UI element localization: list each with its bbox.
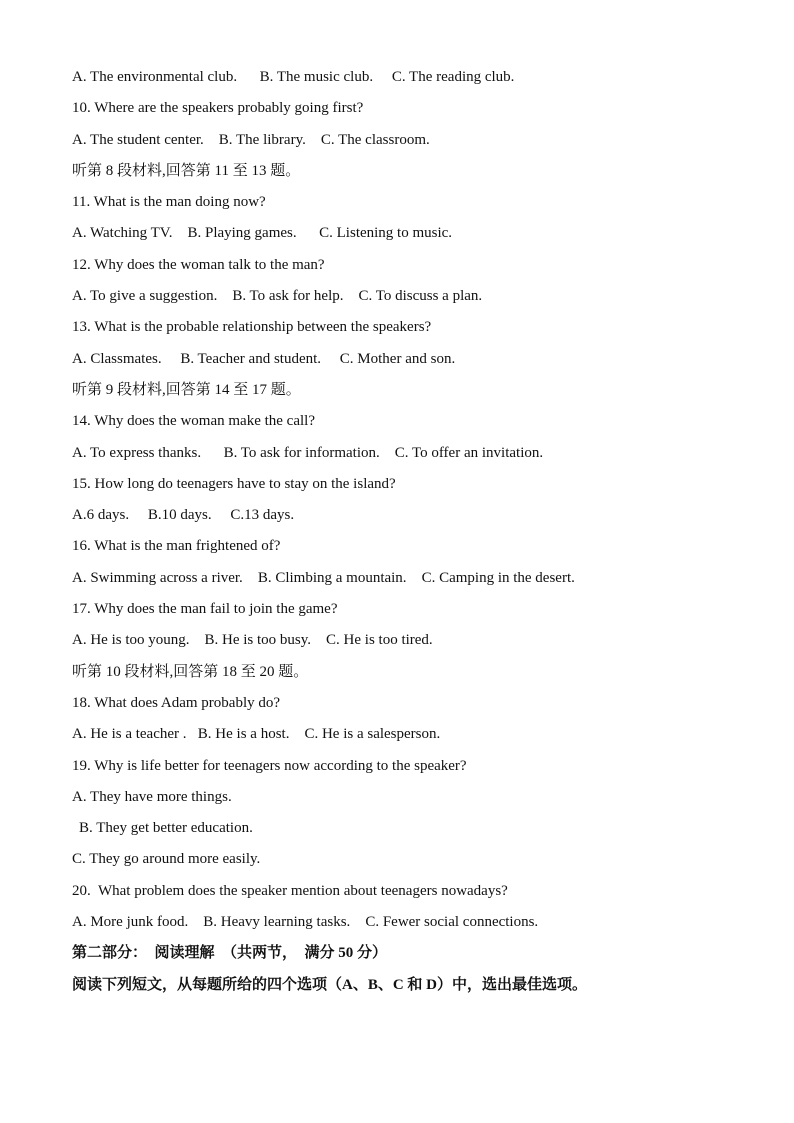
option-c: C. The reading club. (391, 69, 515, 85)
options-line (72, 348, 772, 379)
options-line (72, 567, 772, 598)
option-c: C. Mother and son. (339, 350, 456, 367)
exam-page (72, 66, 772, 1005)
question-line: 19. Why is life better for teenagers now according to the speaker? (72, 757, 467, 774)
question-line: 16. What is the man frightened of? (72, 538, 281, 555)
options-line (72, 629, 772, 660)
option-b: B. The music club. (259, 69, 374, 85)
options-line (72, 129, 772, 160)
option-c: C. To discuss a plan. (358, 288, 483, 305)
question-line: 10. Where are the speakers probably going first? (72, 100, 364, 117)
option-c: C. To offer an invitation. (394, 444, 544, 461)
option-c: C. He is a salesperson. (304, 726, 441, 743)
option-a: A. To express thanks. (72, 444, 202, 461)
question-line: 17. Why does the man fail to join the game? (72, 601, 338, 618)
option-b: B. To ask for information. (223, 444, 380, 461)
option-a: A.6 days. (72, 507, 130, 524)
option-b: B. Teacher and student. (180, 350, 322, 367)
option-b: B. Heavy learning tasks. (203, 914, 351, 931)
options-line (72, 723, 772, 754)
option-a: A. To give a suggestion. (72, 288, 218, 305)
option-a: A. Swimming across a river. (72, 569, 243, 586)
option-b: B. He is a host. (197, 726, 290, 743)
option-c: C. Camping in the desert. (421, 569, 575, 586)
option-line: B. They get better education. (79, 820, 253, 837)
question-line: 15. How long do teenagers have to stay on the island? (72, 475, 396, 492)
option-b: B. The library. (218, 131, 306, 148)
option-a: A. More junk food. (72, 914, 189, 931)
question-line: 11. What is the man doing now? (72, 194, 266, 211)
option-c: C. He is too tired. (326, 632, 433, 649)
option-b: B.10 days. (147, 507, 212, 524)
option-a: A. He is a teacher . (72, 726, 187, 743)
option-c: C. The classroom. (320, 131, 430, 148)
options-line (72, 66, 772, 97)
section-line: 听第 8 段材料,回答第 11 至 13 题。 (72, 162, 301, 179)
option-a: A. Classmates. (72, 350, 162, 367)
instructions-heading: 阅读下列短文，从每题所给的四个选项（A、B、C 和 D）中，选出最佳选项。 (72, 976, 588, 993)
options-line (72, 285, 772, 316)
option-b: B. Playing games. (187, 225, 297, 242)
section-line: 听第 9 段材料,回答第 14 至 17 题。 (72, 381, 301, 398)
options-line (72, 222, 772, 253)
option-c: C. Fewer social connections. (365, 914, 539, 931)
option-a: A. The student center. (72, 131, 204, 148)
section-line: 听第 10 段材料,回答第 18 至 20 题。 (72, 663, 309, 680)
option-c: C. Listening to music. (319, 225, 453, 242)
option-line: A. They have more things. (72, 788, 232, 805)
option-line: C. They go around more easily. (72, 851, 261, 868)
question-line: 20. What problem does the speaker mention about teenagers nowadays? (72, 882, 508, 899)
options-line (72, 442, 772, 473)
question-line: 18. What does Adam probably do? (72, 694, 281, 711)
options-line (72, 504, 772, 535)
question-line: 12. Why does the woman talk to the man? (72, 256, 325, 273)
option-b: B. He is too busy. (204, 632, 312, 649)
option-c: C.13 days. (230, 507, 295, 524)
part-heading: 第二部分： 阅读理解 （共两节， 满分 50 分） (72, 945, 388, 962)
option-a: A. Watching TV. (72, 225, 173, 242)
option-a: A. He is too young. (72, 632, 190, 649)
question-line: 14. Why does the woman make the call? (72, 413, 315, 430)
options-line (72, 911, 772, 942)
option-b: B. To ask for help. (232, 288, 344, 305)
option-a: A. The environmental club. (72, 69, 238, 85)
question-line: 13. What is the probable relationship between the speakers? (72, 319, 432, 336)
option-b: B. Climbing a mountain. (257, 569, 407, 586)
